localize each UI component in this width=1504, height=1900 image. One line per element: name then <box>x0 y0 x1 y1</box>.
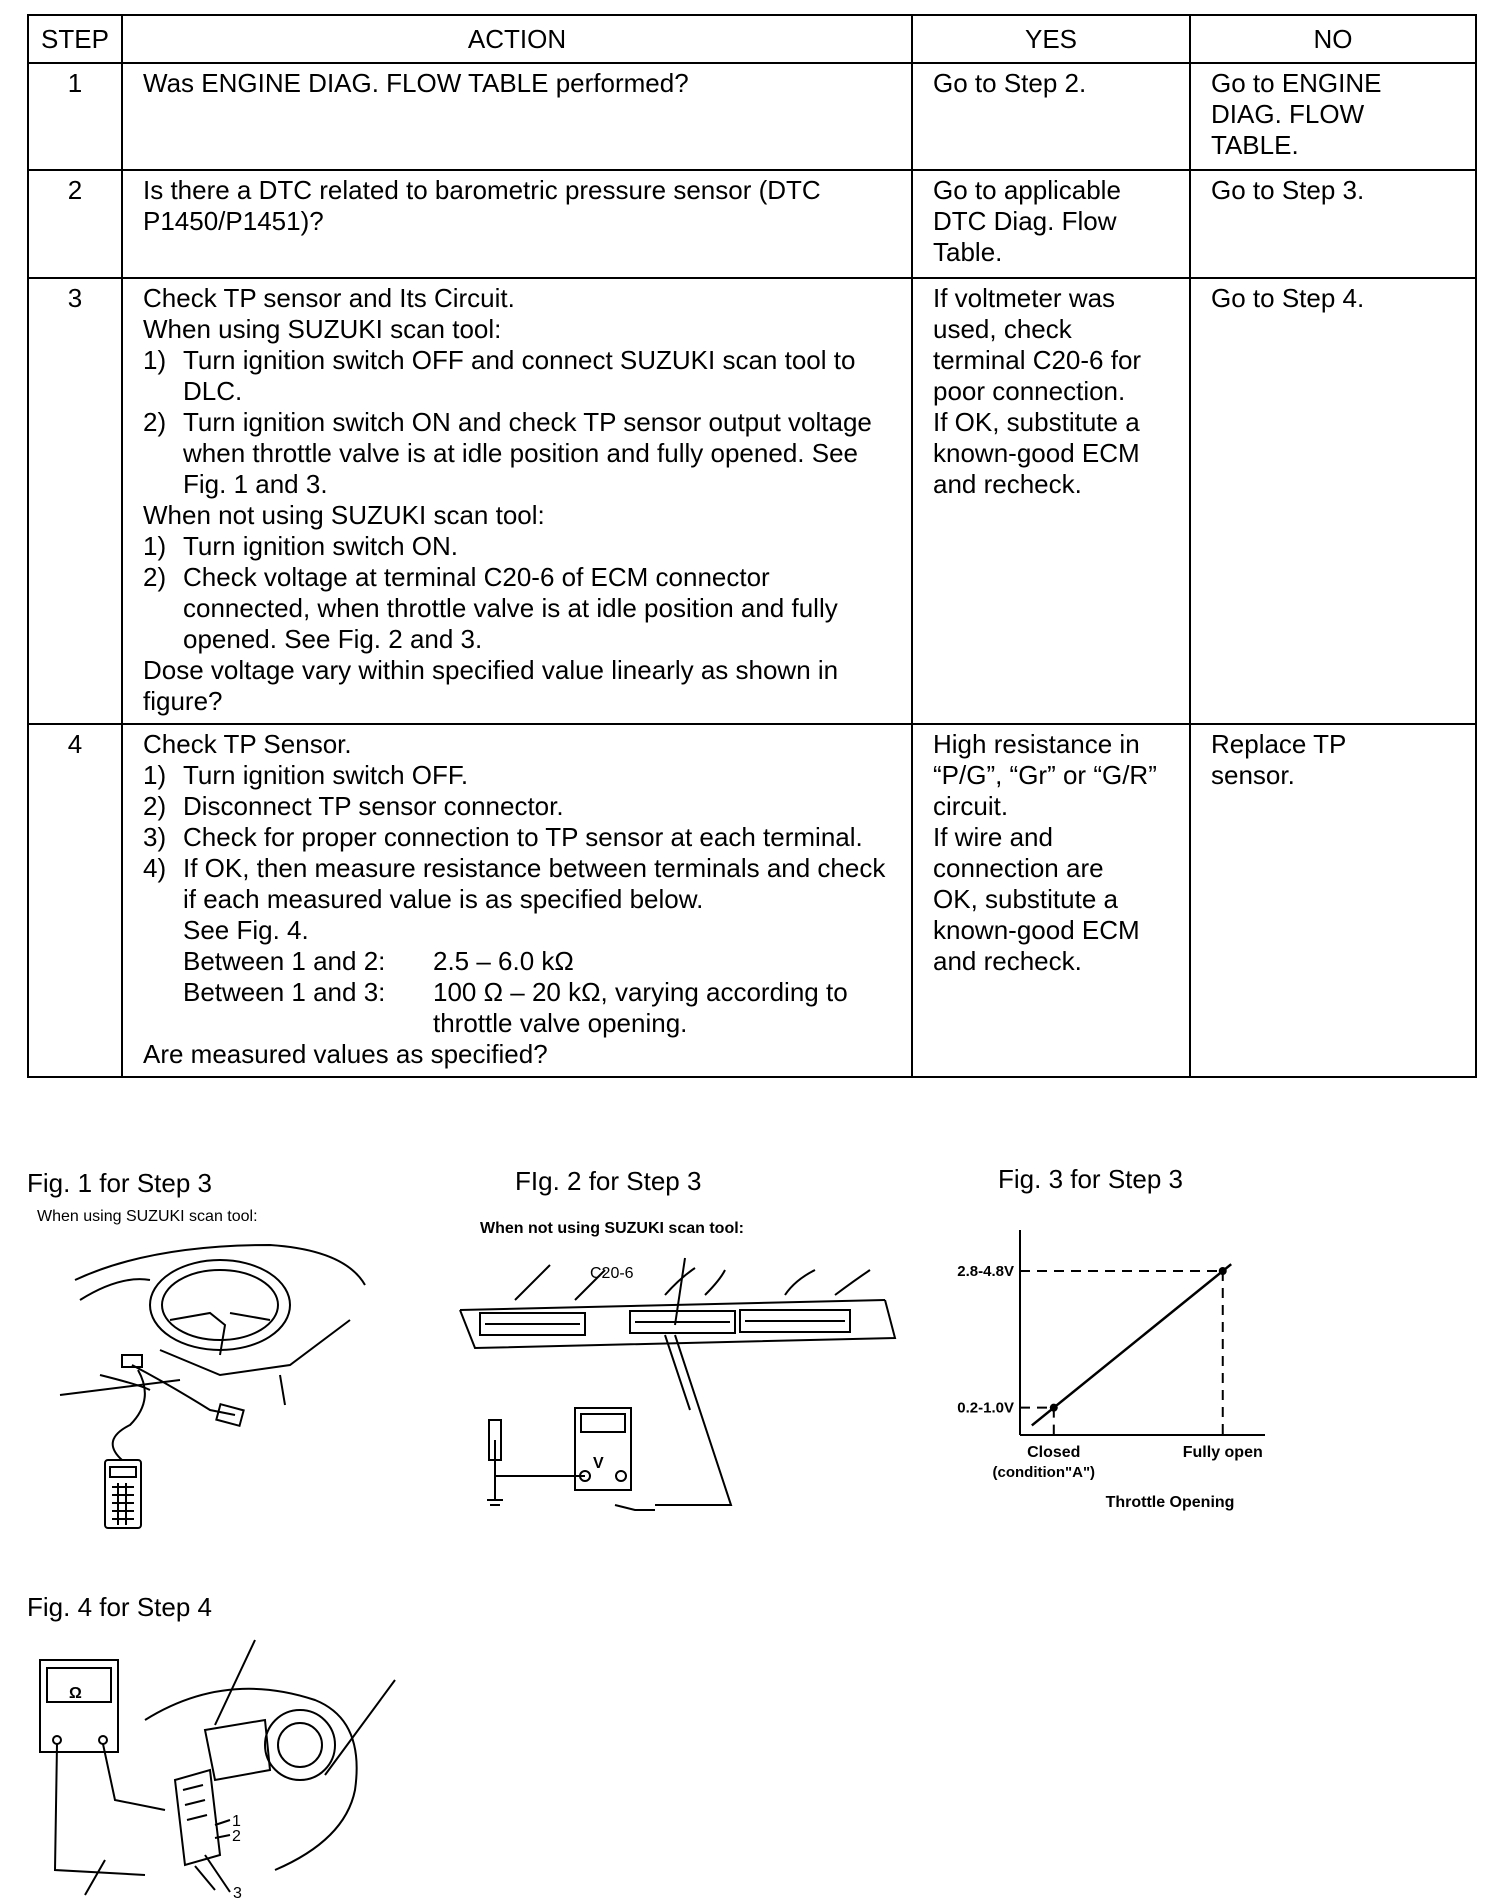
fig2-caption: When not using SUZUKI scan tool: <box>480 1220 744 1237</box>
action-question: Are measured values as specified? <box>143 1039 548 1069</box>
no-text: Go to Step 4. <box>1211 283 1365 313</box>
item-text: Turn ignition switch OFF and connect SUZUKI scan tool to DLC. <box>183 345 856 406</box>
diagnostic-flow-table <box>27 14 1477 1078</box>
action-text: Is there a DTC related to barometric pressure sensor (DTC <box>143 175 821 205</box>
fig4-title: Fig. 4 for Step 4 <box>27 1592 212 1622</box>
spec-label: Between 1 and 2: <box>183 946 386 976</box>
spec-row <box>143 946 901 977</box>
fig1-caption: When using SUZUKI scan tool: <box>37 1208 258 1225</box>
header-no: NO <box>1190 15 1476 63</box>
table-row <box>28 63 1476 170</box>
action-item <box>143 407 901 500</box>
action-text: Was ENGINE DIAG. FLOW TABLE performed? <box>143 68 689 98</box>
header-step: STEP <box>28 15 122 63</box>
step-action <box>122 278 912 724</box>
table-row <box>28 170 1476 278</box>
header-yes: YES <box>912 15 1190 63</box>
item-text: Turn ignition switch OFF. <box>183 760 469 790</box>
table-row <box>28 278 1476 724</box>
ohmmeter-label: Ω <box>69 1685 82 1702</box>
spec-value: 100 Ω – 20 kΩ, varying according to throttle valve opening. <box>433 977 848 1038</box>
item-number: 2) <box>143 407 167 437</box>
item-number: 2) <box>143 791 167 821</box>
fig4-ohmmeter-illustration <box>25 1640 425 1900</box>
no-text: Go to Step 3. <box>1211 175 1365 205</box>
step-action <box>122 170 912 278</box>
item-text: Disconnect TP sensor connector. <box>183 791 564 821</box>
no-text: Replace TP <box>1211 729 1347 759</box>
action-item <box>143 853 901 915</box>
action-text: P1450/P1451)? <box>143 206 324 236</box>
x-tick-label: Fully open <box>1182 1444 1263 1461</box>
step-number: 3 <box>28 278 122 724</box>
step-yes <box>912 63 1190 170</box>
yes-text: Go to Step 2. <box>933 68 1087 98</box>
table-header-row <box>28 15 1476 63</box>
spec-value: 2.5 – 6.0 kΩ <box>433 946 574 976</box>
item-number: 1) <box>143 760 167 790</box>
item-number: 4) <box>143 853 167 883</box>
yes-text: and recheck. <box>933 469 1082 499</box>
y-tick-label: 0.2-1.0V <box>957 1399 1014 1417</box>
no-text: sensor. <box>1211 760 1295 790</box>
spec-row <box>143 977 901 1039</box>
step-number: 1 <box>28 63 122 170</box>
action-item <box>143 531 901 562</box>
data-point <box>1219 1267 1227 1275</box>
yes-text: known-good ECM <box>933 438 1140 468</box>
data-point <box>1050 1404 1058 1412</box>
fig3-voltage-chart <box>930 1220 1330 1520</box>
no-text: DIAG. FLOW <box>1211 99 1365 129</box>
yes-text: poor connection. <box>933 376 1126 406</box>
no-text: Go to ENGINE <box>1211 68 1382 98</box>
item-number: 1) <box>143 531 167 561</box>
action-item <box>143 791 901 822</box>
action-item <box>143 760 901 791</box>
item-text: Check voltage at terminal C20-6 of ECM connector connected, when throttle valve is at idle position and fully opened. See Fig. 2 and 3. <box>183 562 838 654</box>
item-text: Turn ignition switch ON. <box>183 531 459 561</box>
voltmeter-label: V <box>593 1455 604 1472</box>
action-item <box>143 562 901 655</box>
step-yes <box>912 278 1190 724</box>
yes-text: High resistance in <box>933 729 1140 759</box>
fig2-terminal-label: C20-6 <box>590 1265 634 1282</box>
action-subheading: When using SUZUKI scan tool: <box>143 314 502 344</box>
item-number: 3) <box>143 822 167 852</box>
fig2-title: FIg. 2 for Step 3 <box>515 1166 702 1196</box>
x-tick-sublabel: (condition"A") <box>992 1464 1096 1481</box>
item-number: 2) <box>143 562 167 592</box>
fig1-title: Fig. 1 for Step 3 <box>27 1168 212 1198</box>
step-no <box>1190 278 1476 724</box>
step-number: 4 <box>28 724 122 1077</box>
yes-text: connection are <box>933 853 1104 883</box>
yes-text: circuit. <box>933 791 1009 821</box>
yes-text: “P/G”, “Gr” or “G/R” <box>933 760 1157 790</box>
action-item <box>143 822 901 853</box>
step-action <box>122 63 912 170</box>
item-number: 1) <box>143 345 167 375</box>
fig1-scan-tool-illustration <box>60 1225 380 1525</box>
yes-text: If wire and <box>933 822 1053 852</box>
spec-label: Between 1 and 3: <box>183 977 386 1007</box>
step-action <box>122 724 912 1077</box>
no-text: TABLE. <box>1211 130 1299 160</box>
y-tick-label: 2.8-4.8V <box>957 1263 1014 1280</box>
action-question: Dose voltage vary within specified value linearly as shown in figure? <box>143 655 846 716</box>
terminal-label-2: 2 <box>232 1828 241 1845</box>
yes-text: and recheck. <box>933 946 1082 976</box>
yes-text: If OK, substitute a <box>933 407 1140 437</box>
yes-text: If voltmeter was <box>933 283 1116 313</box>
action-subheading: When not using SUZUKI scan tool: <box>143 500 545 530</box>
x-tick-label: Closed <box>1027 1444 1081 1461</box>
action-heading: Check TP Sensor. <box>143 729 352 759</box>
action-item <box>143 345 901 407</box>
header-action: ACTION <box>122 15 912 63</box>
table-row <box>28 724 1476 1077</box>
terminal-label-1: 1 <box>232 1813 241 1830</box>
fig3-title: Fig. 3 for Step 3 <box>998 1164 1183 1194</box>
yes-text: Go to applicable <box>933 175 1121 205</box>
see-figure-note: See Fig. 4. <box>183 915 309 945</box>
yes-text: OK, substitute a <box>933 884 1118 914</box>
yes-text: known-good ECM <box>933 915 1140 945</box>
step-number: 2 <box>28 170 122 278</box>
yes-text: used, check <box>933 314 1072 344</box>
item-text: Turn ignition switch ON and check TP sensor output voltage when throttle valve is at idle position and fully opened. See Fig. 1 and 3. <box>183 407 872 499</box>
step-yes <box>912 724 1190 1077</box>
step-no <box>1190 63 1476 170</box>
yes-text: DTC Diag. Flow <box>933 206 1117 236</box>
x-axis-label: Throttle Opening <box>1105 1494 1235 1511</box>
step-no <box>1190 170 1476 278</box>
series-line <box>1032 1264 1231 1425</box>
item-text: Check for proper connection to TP sensor at each terminal. <box>183 822 863 852</box>
terminal-label-3: 3 <box>233 1885 242 1900</box>
fig2-voltmeter-illustration <box>455 1240 895 1510</box>
step-yes <box>912 170 1190 278</box>
step-no <box>1190 724 1476 1077</box>
item-text: If OK, then measure resistance between terminals and check if each measured value is as specified below. <box>183 853 886 914</box>
yes-text: Table. <box>933 237 1003 267</box>
action-heading: Check TP sensor and Its Circuit. <box>143 283 515 313</box>
yes-text: terminal C20-6 for <box>933 345 1142 375</box>
